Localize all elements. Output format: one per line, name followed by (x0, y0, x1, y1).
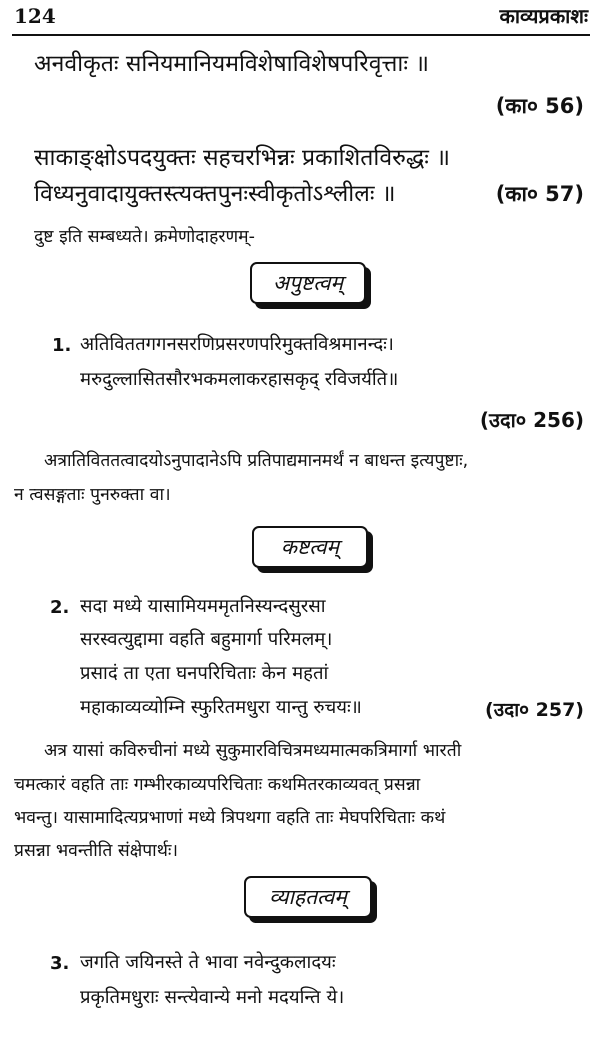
verse-1-line2: मरुदुल्लासितसौरभकमलाकरहासकृद् रविजर्यति॥ (80, 369, 399, 390)
verse-3-line2: प्रकृतिमधुराः सन्त्येवान्ये मनो मदयन्ति ये। (80, 987, 345, 1008)
karika-56-ref: (का० 56) (495, 94, 584, 118)
karika-56-text: अनवीकृतः सनियमानियमविशेषाविशेषपरिवृत्ताः ॥ (34, 51, 430, 77)
verse-2-line3: प्रसादं ता एता घनपरिचिताः केन महतां (80, 663, 329, 684)
verse-number-2: 2. (50, 597, 70, 618)
page-number: 124 (14, 4, 56, 28)
comment-1-line1: अत्रातिविततत्वादयोऽनुपादानेऽपि प्रतिपाद्यमानमर्थं न बाधन्त इत्यपुष्टाः, (44, 451, 469, 471)
karika-57-line1: साकाङ्क्षोऽपदयुक्तः सहचरभिन्नः प्रकाशितविरुद्धः ॥ (34, 145, 450, 171)
comment-2-line1: अत्र यासां कविरुचीनां मध्ये सुकुमारविचित्रमध्यमात्मकत्रिमार्गा भारती (44, 741, 462, 761)
verse-3-line1: जगति जयिनस्ते ते भावा नवेन्दुकलादयः (80, 952, 336, 973)
verse-2-line2: सरस्वत्युद्दामा वहति बहुमार्गा परिमलम्। (80, 629, 333, 650)
verse-1-line1: अतिविततगगनसरणिप्रसरणपरिमुक्तविश्रमानन्दः। (80, 334, 394, 355)
heading-vyahatatva: व्याहतत्वम् (244, 876, 372, 918)
verse-2-line1: सदा मध्ये यासामियममृतनिस्यन्दसुरसा (80, 596, 326, 617)
comment-2-line4: प्रसन्ना भवन्तीति संक्षेपार्थः। (14, 841, 179, 861)
karika-57-line2: विध्यनुवादायुक्तस्त्यक्तपुनःस्वीकृतोऽश्लीलः ॥ (34, 181, 396, 207)
heading-apushtatva: अपुष्टत्वम् (250, 262, 366, 304)
udaharana-257-ref: (उदा० 257) (485, 699, 584, 721)
comment-1-line2: न त्वसङ्गताः पुनरुक्ता वा। (14, 485, 171, 505)
verse-number-3: 3. (50, 953, 70, 974)
verse-number-1: 1. (52, 335, 72, 356)
comment-2-line2: चमत्कारं वहति ताः गम्भीरकाव्यपरिचिताः कथमितरकाव्यवत् प्रसन्ना (14, 775, 421, 795)
udaharana-256-ref: (उदा० 256) (479, 408, 584, 432)
running-title: काव्यप्रकाशः (499, 4, 588, 28)
intro-text: दुष्ट इति सम्बध्यते। क्रमेणोदाहरणम्- (34, 227, 255, 247)
header-rule (12, 34, 590, 36)
heading-kashtatva: कष्टत्वम् (252, 526, 368, 568)
verse-2-line4: महाकाव्यव्योम्नि स्फुरितमधुरा यान्तु रुचयः॥ (80, 697, 362, 718)
karika-57-ref: (का० 57) (495, 182, 584, 206)
comment-2-line3: भवन्तु। यासामादित्यप्रभाणां मध्ये त्रिपथगा वहति ताः मेघपरिचिताः कथं (14, 808, 446, 828)
